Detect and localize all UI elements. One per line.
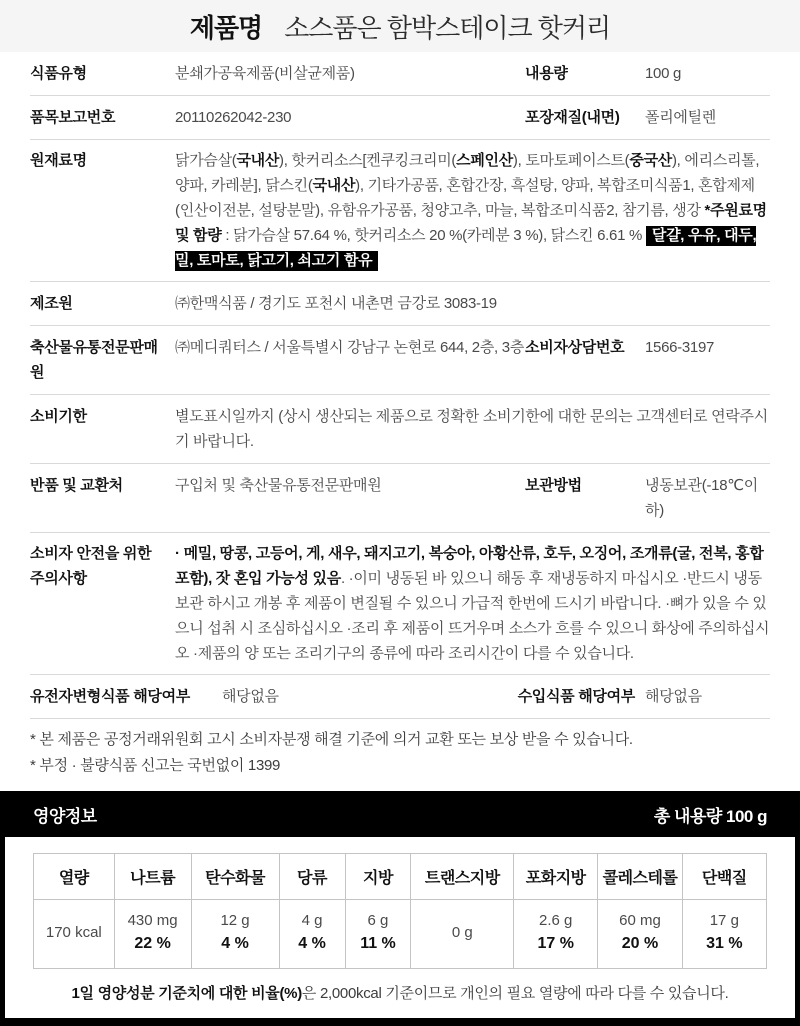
caution-handling-text: . ·이미 냉동된 바 있으니 해동 후 재냉동하지 마십시오 ·반드시 냉동보관 하시고 개봉 후 제품이 변질될 수 있으니 가급적 한번에 드시기 바랍니다. ·뼈가 있을 수 있으니 섭취 시 조심하십시오 ·조리 후 제품이 뜨거우며 소스가 흐를 수 있으니 화상에 주의하십시오 ·제품의 양 또는 조리기구의 종류에 따라 조리시간이 다를 수 있습니다.	[175, 570, 770, 662]
net-weight-value: 100 g	[645, 65, 682, 82]
col-sat-fat: 포화지방	[514, 854, 598, 900]
customer-service-label: 소비자상담번호	[525, 339, 625, 356]
note-compensation: * 본 제품은 공정거래위원회 고시 소비자분쟁 해결 기준에 의거 교환 또는 보상 받을 수 있습니다.	[30, 731, 633, 748]
nutrition-header	[5, 791, 795, 837]
sat-fat-amount: 2.6 g	[539, 912, 573, 929]
cholesterol-amount: 60 mg	[619, 912, 661, 929]
daily-value-note-bold: 1일 영양성분 기준치에 대한 비율(%)	[71, 985, 302, 1002]
customer-service-number: 1566-3197	[645, 339, 715, 356]
cell-cholesterol	[598, 900, 682, 969]
protein-percent: 31 %	[706, 935, 743, 952]
ingredients-label: 원재료명	[30, 152, 87, 169]
carbs-amount: 12 g	[220, 912, 250, 929]
nutrition-body	[5, 837, 795, 1018]
title-bar	[0, 0, 800, 52]
cell-calories	[34, 900, 115, 969]
main-ingredient-heading: *주원료명 및 함량	[175, 202, 767, 244]
nutrition-table	[33, 853, 767, 969]
package-material-value: 폴리에틸렌	[645, 109, 716, 126]
shelf-life-value: 별도표시일까지 (상시 생산되는 제품으로 정확한 소비기한에 대한 문의는 고객센터로 연락주시기 바랍니다.	[175, 408, 768, 450]
storage-method-value: 냉동보관(-18℃이하)	[645, 477, 758, 519]
cell-sugars	[279, 900, 345, 969]
col-calories: 열량	[34, 854, 115, 900]
row-caution	[30, 533, 770, 675]
ingredients-text: ), 기타가공품, 혼합간장, 흑설탕, 양파, 복합조미식품1, 혼합제제(인산이전분, 설탕분말), 유함유가공품, 청양고추, 마늘, 복합조미식품2, 참기름, 생강	[175, 177, 755, 219]
manufacturer-value: ㈜한맥식품 / 경기도 포천시 내촌면 금강로 3083-19	[175, 295, 497, 312]
ingredients-text: ), 에리스리톨, 양파, 카레분], 닭스킨(	[175, 152, 760, 194]
shelf-life-label: 소비기한	[30, 408, 87, 425]
imported-food-value: 해당없음	[645, 688, 702, 705]
sugars-amount: 4 g	[301, 912, 323, 929]
gmo-value: 해당없음	[221, 688, 279, 705]
net-weight-label: 내용량	[525, 65, 568, 82]
storage-method-label: 보관방법	[525, 477, 582, 494]
info-table	[0, 52, 800, 719]
daily-value-note-rest: 은 2,000kcal 기준이므로 개인의 필요 열량에 따라 다를 수 있습니다.	[301, 985, 729, 1002]
caution-label: 소비자 안전을 위한 주의사항	[30, 545, 152, 587]
row-distributor	[30, 326, 770, 395]
nutrition-footer	[33, 969, 767, 1018]
returns-value: 구입처 및 축산물유통전문판매원	[175, 477, 382, 494]
row-manufacturer	[30, 282, 770, 326]
note-report-hotline: * 부정 · 불량식품 신고는 국번없이 1399	[30, 757, 281, 774]
row-gmo	[30, 675, 770, 719]
manufacturer-label: 제조원	[30, 295, 73, 312]
product-name-label: 제품명	[189, 12, 263, 43]
cell-sat-fat	[514, 900, 598, 969]
nutrition-section	[0, 791, 800, 1026]
food-type-value: 분쇄가공육제품(비살균제품)	[175, 65, 355, 82]
row-ingredients	[30, 140, 770, 282]
col-sodium: 나트륨	[114, 854, 191, 900]
sat-fat-percent: 17 %	[537, 935, 574, 952]
cell-carbs	[191, 900, 279, 969]
col-trans-fat: 트랜스지방	[411, 854, 514, 900]
row-returns	[30, 464, 770, 533]
cell-trans-fat	[411, 900, 514, 969]
cell-protein	[682, 900, 766, 969]
fat-percent: 11 %	[360, 935, 396, 952]
ingredients-text: ), 핫커리소스[켄쿠킹크리미(	[279, 152, 457, 169]
col-sugars: 당류	[279, 854, 345, 900]
gmo-label: 유전자변형식품 해당여부	[30, 688, 190, 705]
row-shelf-life	[30, 395, 770, 464]
notes	[0, 719, 800, 791]
nutrition-total-weight: 총 내용량 100 g	[653, 806, 767, 826]
origin-spain: 스페인산	[456, 152, 513, 169]
sugars-percent: 4 %	[298, 935, 326, 952]
returns-label: 반품 및 교환처	[30, 477, 123, 494]
origin-china: 중국산	[629, 152, 672, 169]
product-name-value: 소스품은 함박스테이크 핫커리	[284, 12, 611, 43]
carbs-percent: 4 %	[221, 935, 249, 952]
imported-food-label: 수입식품 해당여부	[517, 688, 635, 705]
cholesterol-percent: 20 %	[621, 935, 659, 952]
ingredients-value	[175, 148, 770, 273]
trans-fat-amount: 0 g	[451, 924, 473, 941]
allergy-warning-box: 달걀, 우유, 대두, 밀, 토마토, 닭고기, 쇠고기 함유	[175, 227, 757, 269]
ingredients-text: 닭가슴살(	[175, 152, 237, 169]
sodium-percent: 22 %	[134, 935, 171, 952]
sodium-amount: 430 mg	[127, 912, 178, 929]
report-no-label: 품목보고번호	[30, 109, 116, 126]
row-report-no	[30, 96, 770, 140]
row-food-type	[30, 52, 770, 96]
origin-domestic: 국내산	[236, 152, 280, 169]
protein-amount: 17 g	[709, 912, 739, 929]
fat-amount: 6 g	[367, 912, 389, 929]
nutrition-title: 영양정보	[33, 806, 97, 826]
package-material-label: 포장재질(내면)	[525, 109, 620, 126]
nutrition-value-row	[34, 900, 767, 969]
ingredients-text: ), 토마토페이스트(	[512, 152, 630, 169]
caution-allergen-text: · 메밀, 땅콩, 고등어, 게, 새우, 돼지고기, 복숭아, 아황산류, 호두, 오징어, 조개류(굴, 전복, 홍합 포함), 잣 혼입 가능성 있음	[175, 545, 764, 587]
origin-domestic: 국내산	[312, 177, 356, 194]
col-carbs: 탄수화물	[191, 854, 279, 900]
ingredients-text: : 닭가슴살 57.64 %, 핫커리소스 20 %(카레분 3 %), 닭스킨 6.61 %	[221, 227, 646, 244]
caution-value	[175, 541, 770, 666]
calories-amount: 170 kcal	[45, 924, 102, 941]
nutrition-header-row	[34, 854, 767, 900]
distributor-value: ㈜메디쿼터스 / 서울특별시 강남구 논현로 644, 2층, 3층	[175, 339, 525, 356]
food-type-label: 식품유형	[30, 65, 87, 82]
cell-fat	[345, 900, 411, 969]
distributor-label: 축산물유통전문판매원	[30, 339, 158, 381]
col-fat: 지방	[345, 854, 411, 900]
col-protein: 단백질	[682, 854, 766, 900]
cell-sodium	[114, 900, 191, 969]
report-no-value: 20110262042-230	[175, 109, 292, 126]
col-cholesterol: 콜레스테롤	[598, 854, 682, 900]
